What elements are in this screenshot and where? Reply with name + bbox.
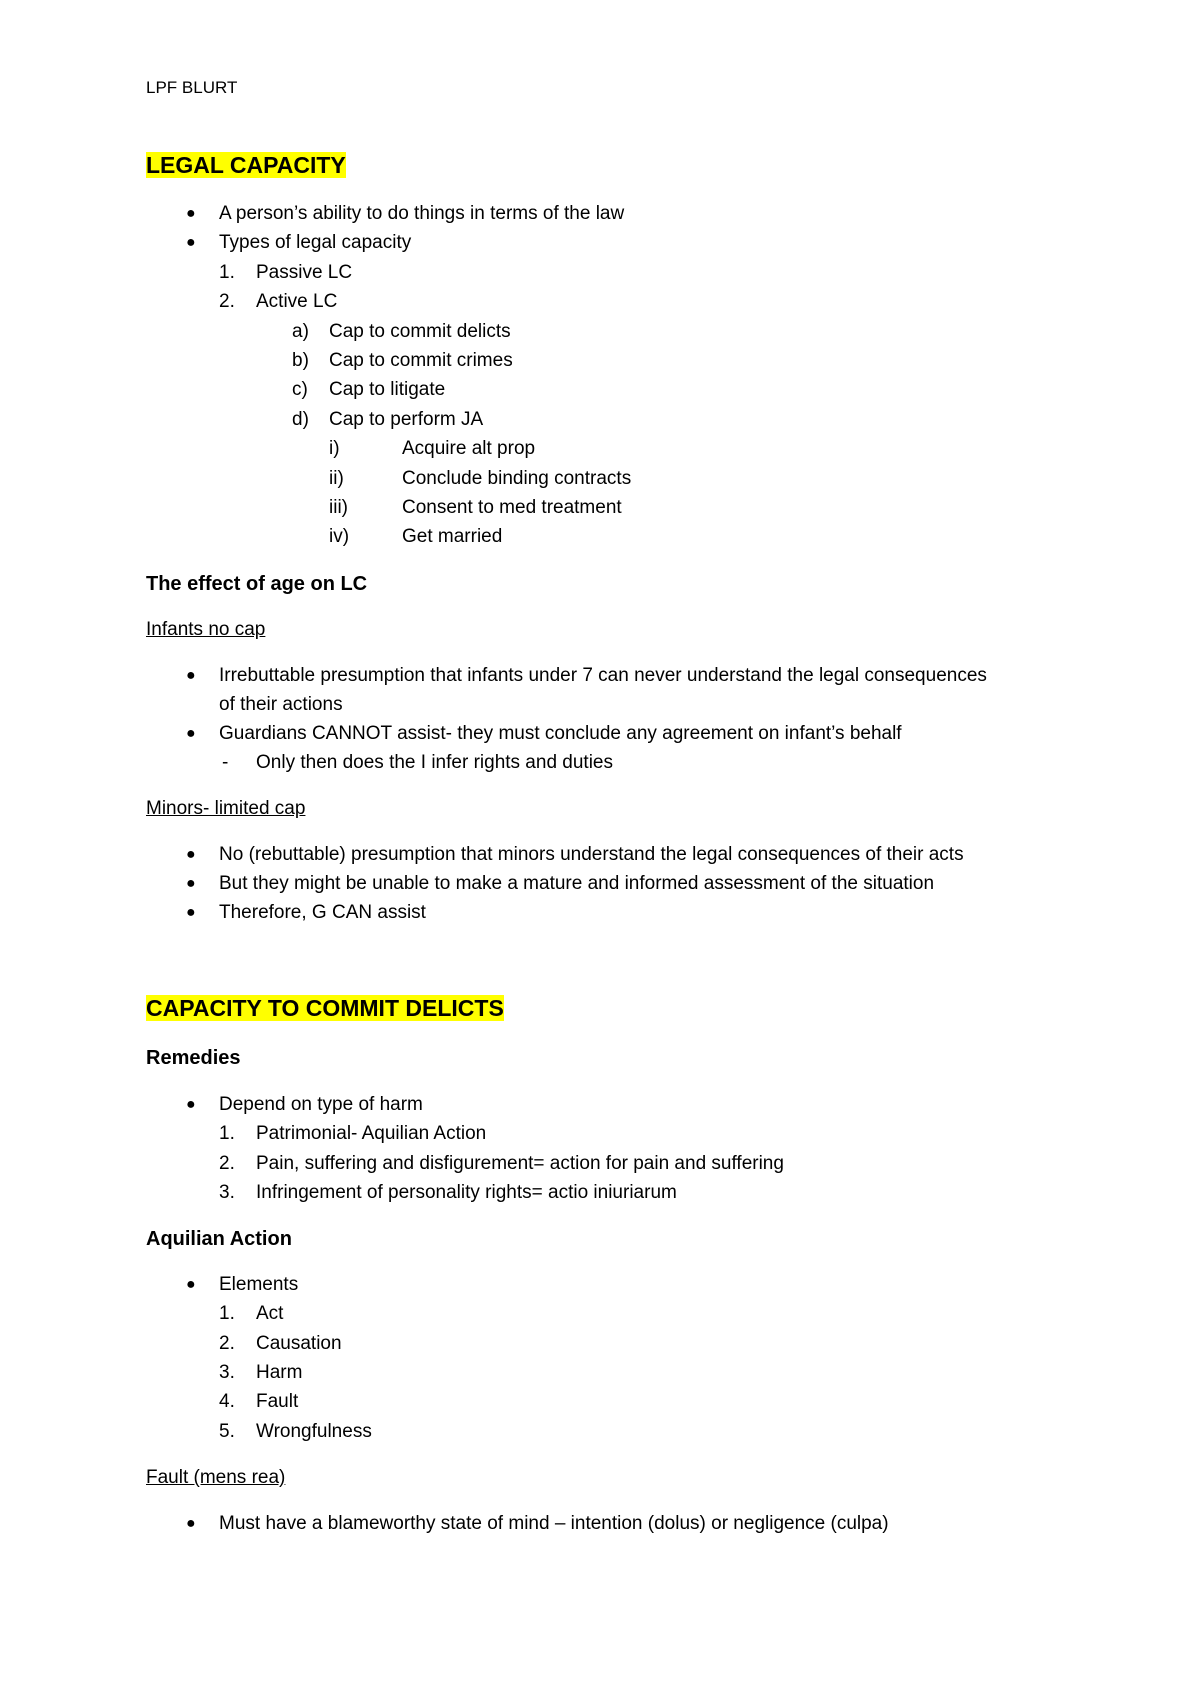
list-marker: 2.: [219, 291, 235, 312]
bullet-icon: ●: [186, 846, 196, 863]
list-item: No (rebuttable) presumption that minors understand the legal consequences of their acts: [219, 844, 964, 865]
subheading-aquilian-action: Aquilian Action: [146, 1228, 292, 1250]
list-item: Must have a blameworthy state of mind – intention (dolus) or negligence (culpa): [219, 1513, 889, 1534]
bullet-icon: ●: [186, 875, 196, 892]
section-title-capacity-to-commit-delicts: [146, 993, 506, 1023]
list-item: A person’s ability to do things in terms of the law: [219, 203, 625, 224]
list-item: Only then does the I infer rights and duties: [256, 752, 613, 773]
list-item: Acquire alt prop: [402, 438, 536, 459]
list-item: Guardians CANNOT assist- they must conclude any agreement on infant’s behalf: [219, 723, 902, 744]
list-marker: a): [292, 321, 309, 342]
list-marker: 5.: [219, 1421, 235, 1442]
list-item-continuation: of their actions: [219, 694, 343, 715]
subheading-effect-of-age: The effect of age on LC: [146, 573, 368, 595]
bullet-icon: ●: [186, 1515, 196, 1532]
list-item: Pain, suffering and disfigurement= action for pain and suffering: [256, 1153, 784, 1174]
highlighted-title: LEGAL CAPACITY: [146, 152, 346, 178]
list-item: Irrebuttable presumption that infants under 7 can never understand the legal consequences: [219, 665, 987, 686]
list-item: Cap to commit delicts: [329, 321, 511, 342]
list-item: Passive LC: [256, 262, 353, 283]
list-marker: 3.: [219, 1362, 235, 1383]
list-item: Infringement of personality rights= actio iniuriarum: [256, 1182, 677, 1203]
bullet-icon: ●: [186, 1096, 196, 1113]
list-marker: 1.: [219, 262, 235, 283]
list-marker: 1.: [219, 1303, 235, 1324]
list-marker: 2.: [219, 1153, 235, 1174]
list-item: Wrongfulness: [256, 1421, 372, 1442]
subheading-minors: Minors- limited cap: [146, 798, 306, 819]
bullet-icon: ●: [186, 234, 196, 251]
list-marker: d): [292, 409, 309, 430]
list-marker: 4.: [219, 1391, 235, 1412]
section-title-legal-capacity: [146, 150, 348, 180]
bullet-icon: ●: [186, 667, 196, 684]
list-item: Act: [256, 1303, 284, 1324]
list-item: Get married: [402, 526, 503, 547]
subheading-infants: Infants no cap: [146, 619, 266, 640]
bullet-icon: ●: [186, 1276, 196, 1293]
dash-marker: -: [222, 752, 229, 773]
list-item: But they might be unable to make a mature and informed assessment of the situation: [219, 873, 935, 894]
list-item: Cap to commit crimes: [329, 350, 513, 371]
list-item: Therefore, G CAN assist: [219, 902, 426, 923]
list-marker: 2.: [219, 1333, 235, 1354]
list-item: Types of legal capacity: [219, 232, 412, 253]
list-marker: i): [329, 438, 340, 459]
list-item: Cap to perform JA: [329, 409, 484, 430]
list-marker: 3.: [219, 1182, 235, 1203]
bullet-icon: ●: [186, 205, 196, 222]
bullet-icon: ●: [186, 904, 196, 921]
list-marker: 1.: [219, 1123, 235, 1144]
list-item: Conclude binding contracts: [402, 468, 632, 489]
bullet-icon: ●: [186, 725, 196, 742]
list-item: Elements: [219, 1274, 299, 1295]
list-item: Patrimonial- Aquilian Action: [256, 1123, 487, 1144]
list-item: Fault: [256, 1391, 299, 1412]
page-header: LPF BLURT: [146, 78, 238, 97]
list-marker: iii): [329, 497, 348, 518]
list-item: Causation: [256, 1333, 342, 1354]
list-marker: iv): [329, 526, 350, 547]
list-marker: ii): [329, 468, 344, 489]
list-item: Depend on type of harm: [219, 1094, 423, 1115]
list-item: Cap to litigate: [329, 379, 446, 400]
list-item: Active LC: [256, 291, 338, 312]
subheading-fault: Fault (mens rea): [146, 1467, 286, 1488]
list-marker: c): [292, 379, 308, 400]
list-marker: b): [292, 350, 309, 371]
highlighted-title: CAPACITY TO COMMIT DELICTS: [146, 995, 504, 1021]
list-item: Consent to med treatment: [402, 497, 622, 518]
subheading-remedies: Remedies: [146, 1047, 241, 1069]
list-item: Harm: [256, 1362, 303, 1383]
